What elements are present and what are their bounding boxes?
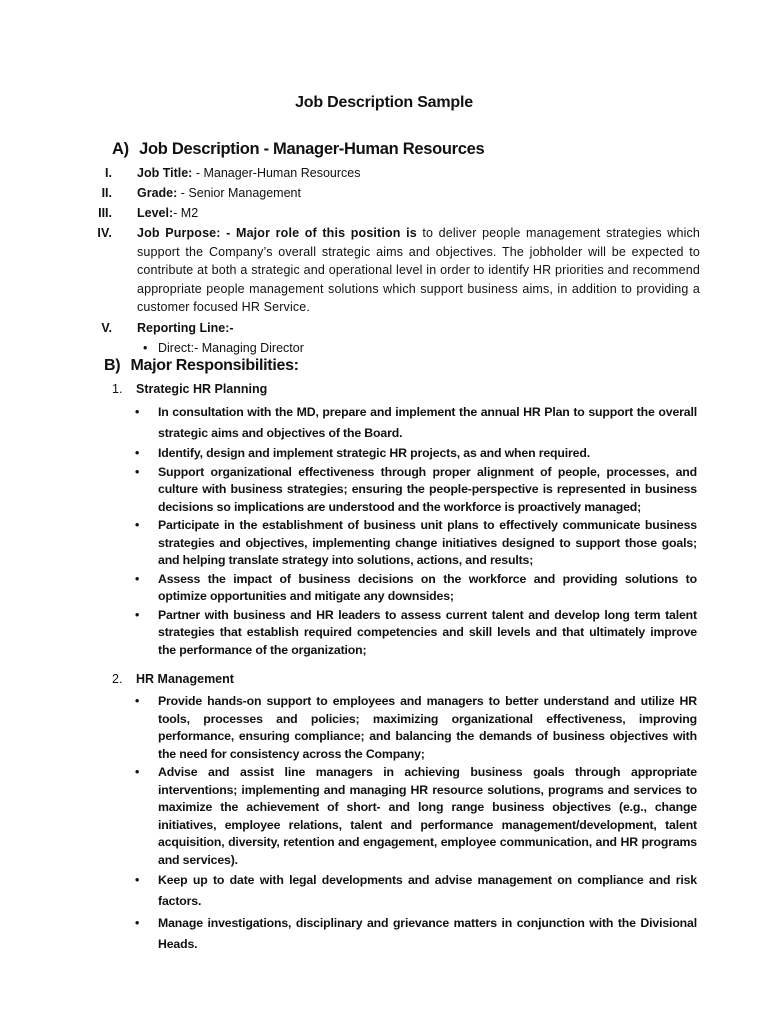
section-b-heading (104, 357, 299, 375)
list-item (135, 402, 697, 444)
bullet-icon: • (135, 873, 140, 887)
field-value: to deliver people management strategies which support the Company’s overall strategic aims and objectives. The jobholder will be expected to contribute at both a strategic and operational level in order to identify HR priorities and recommend appropriate people management solutions which support business aims, in addition to providing a customer focused HR Service. (137, 226, 701, 314)
list-item-text: Manage investigations, disciplinary and grievance matters in conjunction with the Divisional Heads. (158, 916, 697, 951)
bullet-icon: • (135, 518, 140, 532)
bullet-icon: • (135, 694, 140, 708)
list-item-job-title (60, 164, 700, 182)
section-b-title: Major Responsibilities: (130, 357, 299, 374)
group-title: HR Management (136, 672, 234, 686)
group-heading-hr-management (112, 672, 234, 686)
section-b-letter: B) (104, 357, 121, 374)
list-item (135, 517, 697, 570)
field-label: Job Title: (137, 166, 193, 180)
strategic-hr-planning-list (135, 402, 697, 660)
list-item (135, 913, 697, 955)
list-item (135, 607, 697, 660)
list-item (135, 571, 697, 606)
list-item-level (60, 204, 700, 222)
group-title: Strategic HR Planning (136, 382, 268, 396)
roman-numeral: I. (105, 166, 112, 180)
hr-management-list (135, 693, 697, 956)
roman-numeral: III. (98, 206, 112, 220)
bullet-icon: • (135, 464, 140, 479)
group-heading-strategic-hr-planning (112, 382, 267, 396)
group-number: 1. (112, 382, 123, 396)
section-a-heading (112, 140, 484, 159)
list-item-text: Provide hands-on support to employees and managers to better understand and utilize HR tools, processes and policies; maximizing organizational effectiveness, improving performance, ensuring compliance; and balancing the demands of business objectives with the need for consistency across the Company; (158, 694, 697, 761)
field-label: Level: (137, 206, 174, 220)
list-item-text: Partner with business and HR leaders to assess current talent and develop long term talent strategies that establish required competencies and skill levels and that ultimately improve the performance of the organization; (158, 607, 697, 657)
roman-numeral: II. (101, 186, 112, 200)
list-item-text: Assess the impact of business decisions on the workforce and providing solutions to optimize opportunities and mitigate any downsides; (158, 571, 697, 603)
bullet-icon: • (135, 916, 140, 930)
section-a-title: Job Description - Manager-Human Resources (139, 140, 485, 158)
list-item-reporting-line (60, 319, 700, 337)
section-a-letter: A) (112, 140, 129, 158)
field-label: Reporting Line:- (137, 320, 234, 335)
group-number: 2. (112, 672, 123, 686)
list-item (135, 764, 697, 869)
bullet-icon: • (135, 571, 140, 586)
field-value: - Senior Management (177, 186, 301, 200)
bullet-icon: • (135, 405, 140, 419)
list-item-text: In consultation with the MD, prepare and implement the annual HR Plan to support the overall strategic aims and objectives of the Board. (158, 405, 697, 440)
bullet-icon: • (135, 765, 140, 779)
list-item-grade (60, 184, 700, 202)
list-item-text: Advise and assist line managers in achieving business goals through appropriate interventions; implementing and managing HR resource solutions, programs and services to maximize the achievement of short- and long range business objectives (e.g., change initiatives, employee relations, talent and performance management/development, talent acquisition, diversity, retention and engagement, employee communication, and HR programs and services). (158, 765, 697, 867)
job-details-list (60, 164, 700, 357)
reporting-bullet-text: Direct:- Managing Director (158, 340, 304, 355)
bullet-icon: • (143, 340, 148, 355)
reporting-bullet (60, 339, 700, 357)
list-item-text: Participate in the establishment of business unit plans to effectively communicate business strategies and objectives, implementing change initiatives designed to support those goals; and helping translate strategy into solutions, actions, and results; (158, 518, 697, 567)
bullet-icon: • (135, 446, 140, 460)
field-value-emphasis: - Major role of this position is (220, 226, 417, 240)
roman-numeral: V. (101, 320, 112, 335)
field-label: Job Purpose: (137, 226, 221, 240)
list-item-text: Keep up to date with legal developments and advise management on compliance and risk factors. (158, 873, 697, 908)
list-item-text: Identify, design and implement strategic HR projects, as and when required. (158, 446, 590, 460)
document-title: Job Description Sample (295, 94, 473, 111)
list-item (135, 870, 697, 912)
bullet-icon: • (135, 607, 140, 622)
list-item (135, 693, 697, 763)
list-item (135, 445, 697, 463)
list-item-job-purpose (60, 224, 700, 317)
field-value: - Manager-Human Resources (192, 166, 361, 180)
field-label: Grade: (137, 186, 178, 200)
field-value: - M2 (173, 206, 199, 220)
list-item-text: Support organizational effectiveness through proper alignment of people, processes, and culture with business strategies; ensuring the people-perspective is represented in business decisions so implications are understood and the workforce is proactively managed; (158, 464, 697, 514)
roman-numeral: IV. (97, 226, 112, 240)
list-item (135, 464, 697, 517)
